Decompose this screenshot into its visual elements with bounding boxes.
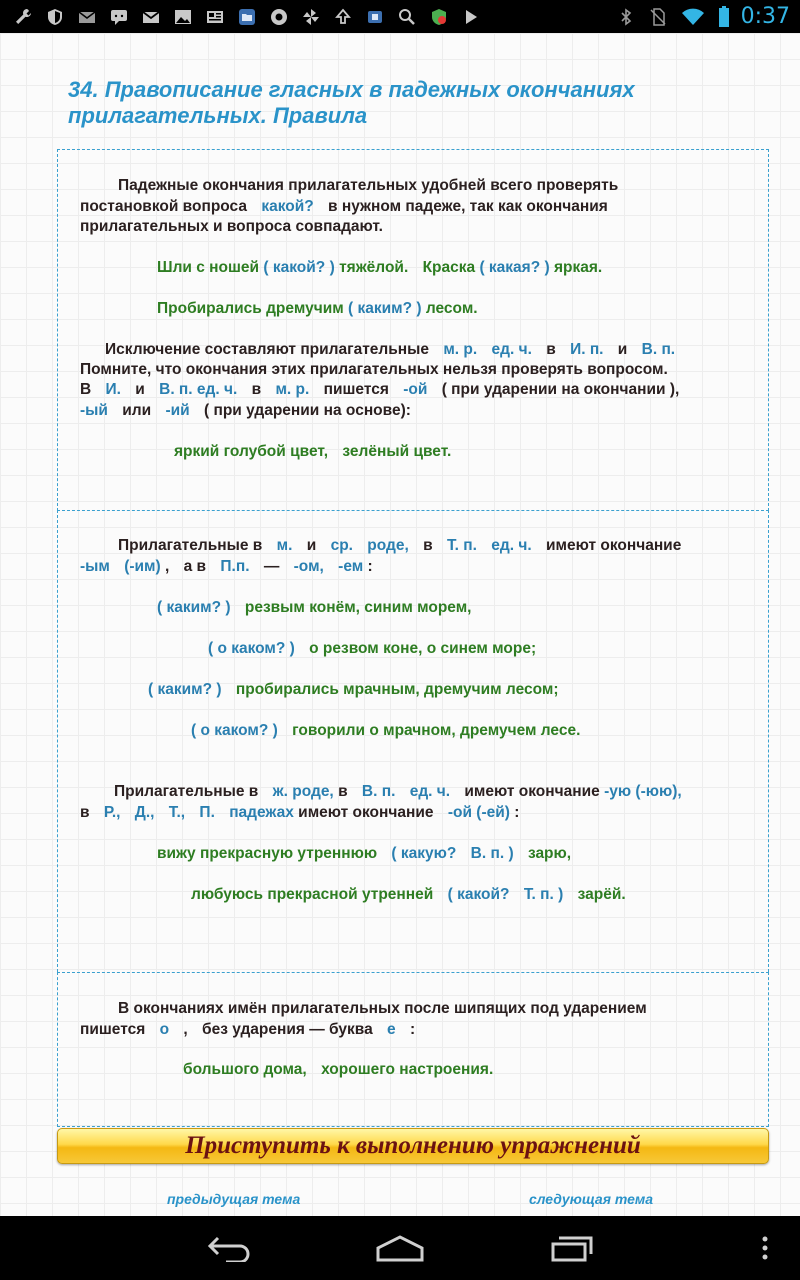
example-text: яркий голубой цвет,	[174, 443, 329, 460]
rule-text	[80, 360, 668, 380]
term-highlight: м. р.	[275, 381, 310, 398]
term-highlight: падежах	[229, 804, 294, 821]
example-line	[157, 258, 602, 278]
example-line	[174, 442, 451, 462]
back-icon	[206, 1234, 254, 1262]
ending-highlight: -ой (-ей)	[447, 804, 510, 821]
rule-text-fragment: имеют окончание	[545, 537, 682, 554]
term-highlight: ед. ч.	[491, 537, 532, 554]
battery-icon	[717, 6, 731, 28]
example-line	[148, 680, 559, 700]
term-highlight: В. п.	[361, 783, 396, 800]
page-title	[68, 77, 748, 129]
term-highlight: Д.,	[134, 804, 155, 821]
rule-text-fragment: или	[122, 402, 152, 419]
term-highlight: о	[159, 1021, 170, 1038]
rule-text	[114, 782, 682, 802]
example-text: о резвом коне, о синем море;	[309, 640, 537, 657]
recent-apps-icon	[547, 1234, 597, 1262]
system-icons	[615, 0, 800, 33]
rule-text-fragment: имеют окончание	[464, 783, 600, 800]
overflow-menu-icon	[760, 1234, 770, 1262]
ending-highlight: -ым	[80, 558, 110, 575]
rule-text-fragment: без ударения — буква	[202, 1021, 373, 1038]
gmail-icon	[140, 6, 162, 28]
question-highlight: ( о каком? )	[208, 640, 295, 657]
question-highlight: ( какой? )	[263, 259, 335, 276]
ending-highlight: -ем	[338, 558, 364, 575]
rule-text-fragment: пишется	[80, 1021, 146, 1038]
term-highlight: Т.,	[168, 804, 186, 821]
example-text: пробирались мрачным, дремучим лесом;	[235, 681, 559, 698]
news-icon	[204, 6, 226, 28]
rule-text	[80, 380, 679, 400]
term-highlight: м. р.	[443, 341, 478, 358]
term-highlight: Р.,	[103, 804, 121, 821]
folder-icon	[236, 6, 258, 28]
example-text: резвым конём, синим морем,	[244, 599, 472, 616]
example-text: хорошего настроения.	[321, 1061, 494, 1078]
rule-text-fragment: :	[367, 558, 373, 575]
example-line	[191, 721, 580, 741]
rule-text-fragment: —	[263, 558, 280, 575]
ending-highlight: -ый	[80, 402, 108, 419]
search-icon	[396, 6, 418, 28]
rule-text	[80, 557, 373, 577]
ending-highlight: -ом,	[293, 558, 324, 575]
rule-text	[118, 999, 647, 1019]
example-text: большого дома,	[183, 1061, 307, 1078]
rule-text-fragment: Исключение составляют прилагательные	[105, 341, 430, 358]
rule-text-fragment: в	[80, 804, 90, 821]
image-icon	[172, 6, 194, 28]
settings-app-icon	[268, 6, 290, 28]
rule-text-fragment: Прилагательные в	[114, 783, 259, 800]
rule-text-fragment: постановкой вопроса	[80, 198, 247, 215]
page-title-line-1: 34. Правописание гласных в падежных окончаниях	[68, 77, 635, 102]
overflow-menu-button[interactable]	[740, 1232, 790, 1264]
shield-icon	[44, 6, 66, 28]
question-highlight: ( какой?	[447, 886, 510, 903]
previous-topic-link[interactable]: предыдущая тема	[167, 1191, 301, 1207]
term-highlight: Т. п.	[446, 537, 477, 554]
rule-text	[80, 803, 519, 823]
rule-section-3	[57, 972, 769, 1127]
term-highlight: П.	[199, 804, 215, 821]
rule-text-fragment: ,	[183, 1021, 188, 1038]
term-highlight: роде,	[367, 537, 409, 554]
term-highlight: И.	[105, 381, 121, 398]
rule-text-fragment: в нужном падеже, так как окончания	[328, 198, 608, 215]
question-highlight: ( каким? )	[148, 681, 222, 698]
term-highlight: ед. ч.	[409, 783, 451, 800]
rule-text-fragment: в	[546, 341, 556, 358]
question-highlight: ( какую?	[391, 845, 457, 862]
rule-text-fragment: и	[135, 381, 145, 398]
ending-highlight: -ую (-юю),	[604, 783, 682, 800]
rule-text-fragment: имеют окончание	[298, 804, 434, 821]
term-highlight: ж. роде,	[272, 783, 334, 800]
rule-text	[80, 217, 383, 237]
example-line	[191, 885, 626, 905]
rule-text-fragment: :	[409, 1021, 416, 1038]
question-highlight: ( каким? )	[348, 300, 422, 317]
example-text: зарю,	[527, 845, 572, 862]
rule-text-fragment: прилагательных и вопроса совпадают.	[80, 218, 383, 235]
rule-text	[105, 340, 675, 360]
home-icon	[374, 1234, 426, 1262]
term-highlight: ед. ч.	[491, 341, 532, 358]
play-icon	[460, 6, 482, 28]
no-sim-icon	[647, 6, 669, 28]
rule-text-fragment: в	[423, 537, 433, 554]
example-text: зарёй.	[577, 886, 626, 903]
clock: 0:37	[740, 4, 790, 29]
example-text: Пробирались дремучим	[157, 300, 344, 317]
term-highlight: П.п.	[220, 558, 250, 575]
question-highlight: Т. п. )	[523, 886, 564, 903]
example-text: любуюсь прекрасной утренней	[191, 886, 434, 903]
bluetooth-icon	[615, 6, 637, 28]
example-text: тяжёлой.	[339, 259, 409, 276]
example-text: вижу прекрасную утреннюю	[157, 845, 378, 862]
question-highlight: ( каким? )	[157, 599, 231, 616]
rule-text-fragment: пишется	[323, 381, 389, 398]
example-line	[157, 598, 471, 618]
ending-highlight: (-им)	[124, 558, 161, 575]
rule-text-fragment: В окончаниях имён прилагательных после шипящих под ударением	[118, 1000, 647, 1017]
store-icon	[364, 6, 386, 28]
navigation-bar	[0, 1216, 800, 1280]
term-highlight: какой?	[261, 198, 314, 215]
rule-text-fragment: Падежные окончания прилагательных удобней всего проверять	[118, 177, 619, 194]
example-line	[208, 639, 536, 659]
pinwheel-icon	[300, 6, 322, 28]
rule-text	[80, 197, 608, 217]
rule-text-fragment: и	[306, 537, 317, 554]
rule-text-fragment: Прилагательные в	[118, 537, 263, 554]
chat-icon	[108, 6, 130, 28]
question-highlight: ( какая? )	[479, 259, 550, 276]
example-line	[183, 1060, 493, 1080]
rule-text	[80, 1020, 415, 1040]
wrench-icon	[12, 6, 34, 28]
rule-text	[80, 401, 411, 421]
rule-text-fragment: ( при ударении на основе):	[204, 402, 411, 419]
example-text: Краска	[422, 259, 476, 276]
upload-icon	[332, 6, 354, 28]
rule-text-fragment: в	[251, 381, 262, 398]
page-title-line-2: прилагательных. Правила	[68, 103, 368, 128]
example-text: лесом.	[425, 300, 478, 317]
example-text: яркая.	[553, 259, 603, 276]
back-button[interactable]	[202, 1232, 258, 1264]
term-highlight: В. п.	[641, 341, 676, 358]
question-highlight: В. п. )	[470, 845, 514, 862]
term-highlight: м.	[276, 537, 293, 554]
rule-text-fragment: а в	[183, 558, 207, 575]
rule-text-fragment: и	[617, 341, 628, 358]
notification-icons	[0, 0, 482, 33]
rule-text-fragment: ( при ударении на окончании ),	[441, 381, 680, 398]
wifi-icon	[679, 6, 707, 28]
rule-text-fragment: В	[80, 381, 92, 398]
start-exercises-button[interactable]: Приступить к выполнению упражнений	[57, 1128, 769, 1164]
rule-text-fragment: в	[338, 783, 348, 800]
rule-text-fragment: Помните, что окончания этих прилагательных нельзя проверять вопросом.	[80, 361, 668, 378]
term-highlight: И. п.	[570, 341, 604, 358]
rule-text	[118, 176, 618, 196]
example-line	[157, 299, 478, 319]
home-button[interactable]	[372, 1232, 428, 1264]
term-highlight: В. п. ед. ч.	[159, 381, 238, 398]
mail-icon	[76, 6, 98, 28]
shield-color-icon	[428, 6, 450, 28]
example-text: говорили о мрачном, дремучем лесе.	[292, 722, 581, 739]
ending-highlight: -ий	[165, 402, 190, 419]
question-highlight: ( о каком? )	[191, 722, 278, 739]
ending-highlight: -ой	[403, 381, 428, 398]
rule-text-fragment: :	[514, 804, 520, 821]
term-highlight: ср.	[330, 537, 353, 554]
example-text: зелёный цвет.	[342, 443, 452, 460]
rule-text	[118, 536, 681, 556]
status-bar	[0, 0, 800, 33]
lesson-content	[0, 33, 800, 1216]
example-line	[157, 844, 571, 864]
example-text: Шли с ношей	[157, 259, 260, 276]
term-highlight: е	[387, 1021, 396, 1038]
rule-text-fragment: ,	[164, 558, 170, 575]
recent-apps-button[interactable]	[544, 1232, 600, 1264]
next-topic-link[interactable]: следующая тема	[529, 1191, 654, 1207]
